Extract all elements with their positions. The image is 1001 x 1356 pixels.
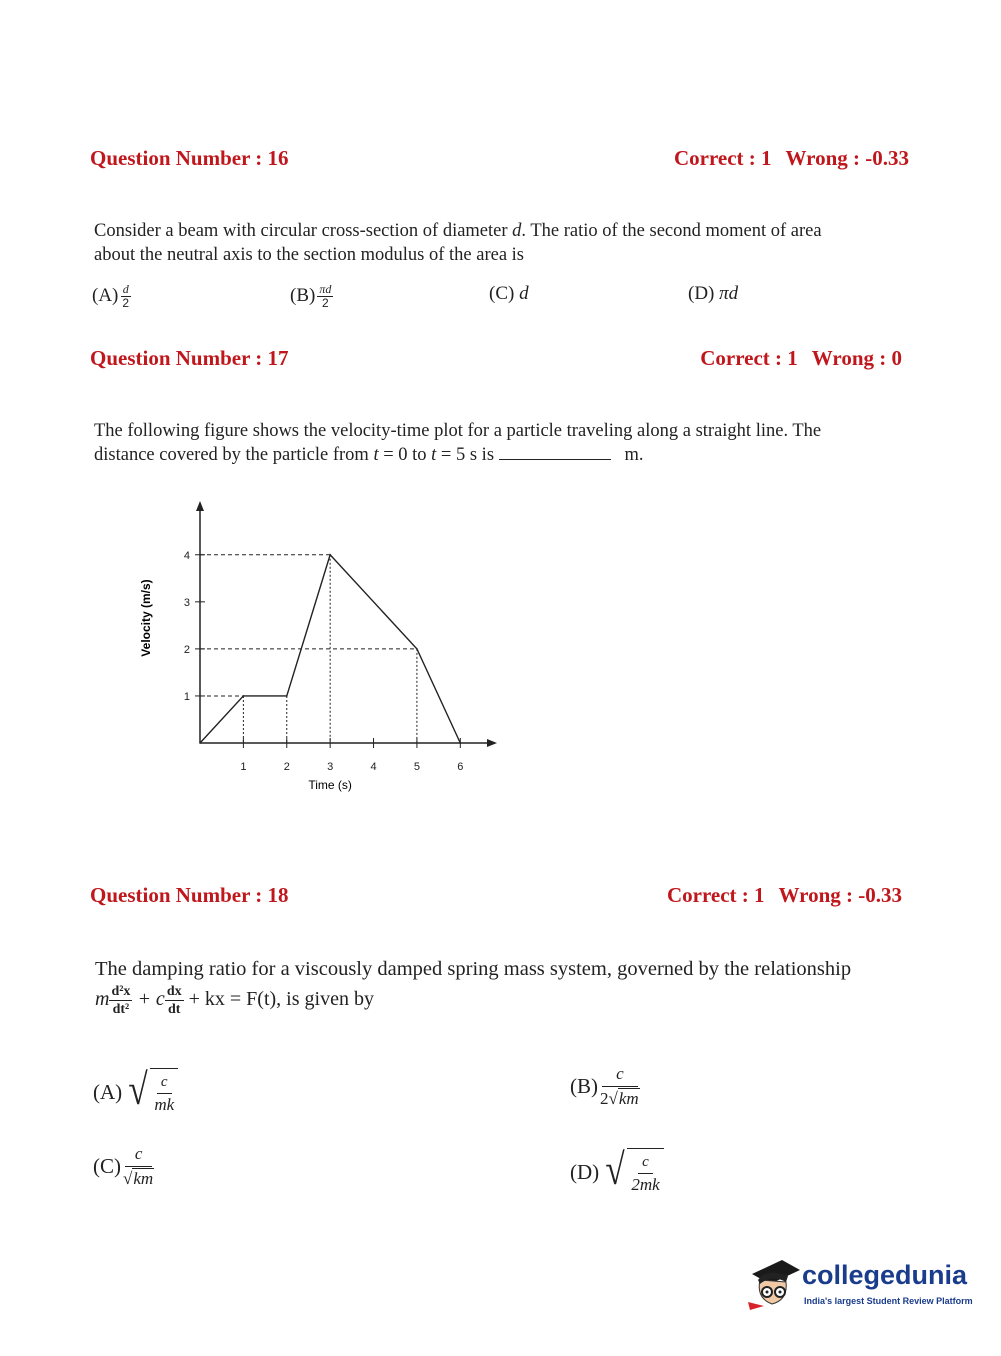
question-17-heading: Question Number : 17: [90, 346, 289, 370]
text-span: . The ratio of the second moment of area: [521, 221, 822, 241]
x-tick-label: 6: [457, 761, 464, 773]
text-span: t: [431, 445, 437, 465]
text-span: distance covered by the particle from: [94, 445, 374, 465]
denominator: dt²: [112, 1002, 130, 1017]
numerator: d: [122, 282, 129, 296]
option-d[interactable]: [688, 283, 738, 305]
denominator: 2: [321, 296, 329, 310]
question-18-text: The damping ratio for a viscously damped spring mass system, governed by the relationship: [95, 958, 852, 980]
x-tick-label: 5: [413, 761, 420, 773]
option-label: (B): [570, 1073, 598, 1098]
question-18-heading: Question Number : 18: [90, 883, 289, 907]
x-axis-label: Time (s): [308, 778, 352, 792]
logo-tagline: India's largest Student Review Platform: [804, 1296, 973, 1306]
eq-mass: m: [95, 988, 110, 1011]
text-line: The following figure shows the velocity-time plot for a particle traveling along a straight line. The: [94, 421, 822, 441]
numerator: c: [602, 1063, 638, 1087]
eq-first-derivative: [165, 984, 184, 1017]
option-d[interactable]: [570, 1145, 664, 1196]
option-value: πd: [719, 283, 739, 304]
option-b-fraction: [598, 1063, 642, 1109]
numerator: πd: [319, 282, 332, 296]
y-tick-label: 3: [183, 596, 190, 609]
question-16-marks: [660, 146, 909, 171]
question-18-equation: [95, 984, 374, 1017]
radicand: km: [618, 1089, 639, 1108]
numerator: c: [125, 1143, 153, 1167]
sqrt-expression: [126, 1065, 178, 1116]
text-span: = 0 to: [378, 445, 432, 465]
text-span: t: [373, 445, 379, 465]
x-axis-arrow: [487, 739, 497, 747]
chart-guides: [200, 555, 417, 743]
option-label: (C): [93, 1153, 121, 1178]
denominator: dt: [167, 1002, 181, 1017]
option-label: (D): [688, 283, 715, 304]
text-span: d: [512, 221, 522, 241]
y-tick-label: 4: [183, 549, 190, 562]
y-axis-label: Velocity (m/s): [139, 579, 153, 657]
option-b[interactable]: [570, 1063, 642, 1109]
sqrt-expression: [603, 1145, 663, 1196]
data-point: [329, 554, 331, 556]
mascot-icon: [742, 1250, 802, 1314]
numerator: d²x: [111, 984, 131, 999]
option-label: (A): [92, 284, 119, 306]
chart-axes: [196, 501, 497, 747]
text-span: = 5 s is: [436, 445, 495, 465]
y-axis-arrow: [196, 501, 204, 511]
option-c[interactable]: [489, 283, 529, 305]
data-point: [416, 648, 418, 650]
unit-label: m.: [624, 445, 644, 465]
x-tick-label: 1: [240, 761, 247, 773]
data-point: [286, 695, 288, 697]
collegedunia-logo[interactable]: [742, 1250, 972, 1320]
y-tick-label: 2: [183, 643, 190, 656]
question-17-marks: [686, 346, 902, 371]
option-a[interactable]: [93, 1065, 178, 1116]
option-label: (C): [489, 283, 515, 304]
correct-marks: Correct : 1: [700, 346, 798, 370]
coefficient: 2: [600, 1089, 609, 1108]
data-point: [459, 742, 461, 744]
data-point: [199, 742, 201, 744]
radical-sign: √: [128, 1065, 148, 1114]
question-16-heading: Question Number : 16: [90, 146, 289, 170]
eq-second-derivative: [109, 984, 132, 1017]
radical-sign: √: [605, 1145, 625, 1194]
wrong-marks: Wrong : -0.33: [785, 146, 909, 170]
numerator: c: [157, 1071, 172, 1094]
option-label: (B): [290, 284, 316, 306]
denominator: 2mk: [631, 1175, 660, 1194]
data-point: [243, 695, 245, 697]
velocity-time-chart: [130, 495, 510, 805]
denominator: 2√km: [600, 1089, 639, 1108]
x-tick-label: 4: [370, 761, 377, 773]
denominator: √km: [123, 1169, 154, 1188]
correct-marks: Correct : 1: [673, 146, 772, 170]
question-18-marks: [653, 883, 902, 908]
numerator: c: [638, 1151, 653, 1174]
option-c-fraction: [121, 1143, 156, 1189]
option-b-fraction: [317, 283, 333, 310]
wrong-marks: Wrong : 0: [811, 346, 902, 370]
x-tick-label: 3: [327, 761, 334, 773]
radicand: [627, 1148, 663, 1196]
option-c[interactable]: [93, 1143, 156, 1189]
option-value: d: [519, 283, 529, 304]
correct-marks: Correct : 1: [666, 883, 765, 907]
question-16-text: [94, 219, 924, 267]
option-b[interactable]: [290, 283, 333, 310]
question-17-text: [94, 419, 924, 467]
numerator: dx: [166, 984, 182, 999]
option-a[interactable]: [92, 283, 131, 310]
radicand: [150, 1068, 178, 1116]
eq-damping: + c: [137, 988, 165, 1011]
option-a-fraction: [120, 283, 131, 310]
option-label: (A): [93, 1079, 123, 1104]
text-line: about the neutral axis to the section modulus of the area is: [94, 245, 525, 265]
option-label: (D): [570, 1159, 600, 1184]
eq-rest: + kx = F(t), is given by: [188, 988, 374, 1011]
denominator: mk: [154, 1095, 175, 1114]
y-tick-label: 1: [183, 690, 190, 703]
wrong-marks: Wrong : -0.33: [778, 883, 902, 907]
text-span: Consider a beam with circular cross-section of diameter: [94, 221, 513, 241]
answer-blank[interactable]: [499, 443, 611, 460]
radicand: km: [133, 1169, 154, 1188]
chart-ticks: [184, 550, 463, 773]
denominator: 2: [122, 296, 130, 310]
x-tick-label: 2: [283, 761, 290, 773]
logo-wordmark: collegedunia: [802, 1260, 968, 1290]
